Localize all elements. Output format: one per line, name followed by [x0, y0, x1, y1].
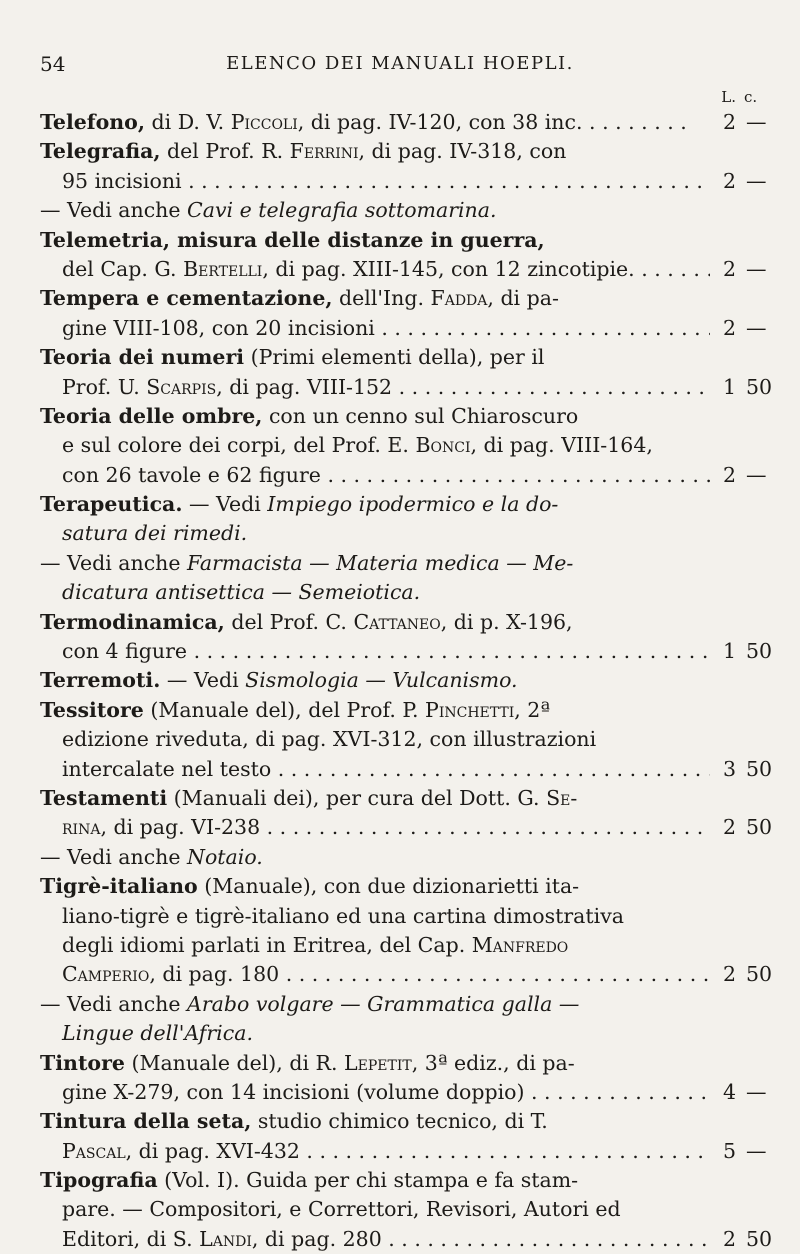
entry-continuation-line [40, 1137, 798, 1166]
entry-detail: — Vedi anche [40, 198, 188, 223]
price [708, 1078, 798, 1107]
entry-detail: 95 incisioni [62, 168, 182, 193]
entry-text [40, 108, 688, 137]
price-lire: 2 [722, 168, 736, 193]
entry-text [62, 904, 624, 928]
entry-first-line [40, 666, 798, 695]
price [708, 461, 798, 490]
price-lire: 4 [722, 1079, 736, 1104]
price-lire: 1 [722, 374, 736, 399]
entry-heading: Teoria dei numeri [40, 345, 245, 370]
entry-first-line [40, 402, 798, 431]
entry-heading: Terremoti. [40, 668, 161, 693]
entry-detail: — Vedi anche [40, 844, 188, 869]
page-header [40, 52, 760, 80]
entry-text [62, 255, 710, 284]
cross-reference: satura dei rimedi. [62, 521, 248, 546]
catalog-entry [40, 284, 798, 343]
cross-reference: Lingue dell'Africa. [62, 1021, 253, 1046]
entry-first-line [40, 549, 798, 578]
cross-reference: Sismologia — Vulcanismo. [245, 668, 518, 693]
entry-text [62, 1021, 253, 1045]
entry-continuation-line [40, 1225, 798, 1254]
entry-continuation-line [40, 255, 798, 284]
author-name: rina [62, 815, 101, 840]
entry-first-line [40, 990, 798, 1019]
author-name: Fadda [430, 286, 488, 311]
entry-continuation-line [40, 373, 798, 402]
entry-heading: Tipografia [40, 1168, 158, 1193]
entry-text [62, 933, 568, 957]
cross-reference: Farmacista — Materia medica — Me- [187, 550, 574, 575]
author-name: Pascal [62, 1138, 126, 1163]
entry-heading: Telefono, [40, 110, 145, 134]
entry-detail: liano-tigrè e tigrè-italiano ed una cartina dimostrativa [62, 903, 624, 928]
price-lire: 2 [722, 1226, 736, 1251]
entry-detail: studio chimico tecnico, di T. [251, 1109, 548, 1134]
centesimi-column-label: c. [744, 88, 758, 106]
entry-detail: gine VIII-108, con 20 incisioni [62, 315, 375, 340]
entry-detail: con 26 tavole e 62 figure [62, 462, 321, 487]
entry-continuation-line [40, 1195, 798, 1224]
entry-heading: Tessitore [40, 697, 144, 722]
entry-continuation-line [40, 960, 798, 989]
entry-continuation-line [40, 167, 798, 196]
entry-first-line [40, 108, 798, 137]
entry-detail: (Primi elementi della), per il [244, 345, 545, 370]
author-name: Bertelli [183, 256, 263, 281]
entry-detail: con un cenno sul Chiaroscuro [262, 403, 579, 428]
price-lire: 3 [722, 756, 736, 781]
page-number: 54 [40, 52, 66, 76]
author-name: Landi [199, 1226, 252, 1251]
price-lire: 5 [722, 1138, 736, 1163]
entry-heading: Telegrafia, [40, 139, 161, 164]
author-name: Ferrini [289, 139, 359, 164]
price [708, 108, 798, 137]
entry-text [40, 845, 263, 869]
entry-text [40, 551, 573, 575]
entry-detail: , di p. X-196, [440, 609, 573, 634]
entry-first-line [40, 696, 798, 725]
entry-continuation-line [40, 755, 798, 784]
entry-text [62, 813, 710, 842]
entry-detail: (Manuale del), del Prof. P. [143, 697, 426, 722]
cross-reference: Arabo volgare — Grammatica galla — [187, 991, 580, 1016]
entry-first-line [40, 196, 798, 225]
price-centesimi: 50 [746, 756, 773, 781]
price [708, 167, 798, 196]
entry-text [62, 167, 710, 196]
entry-text [62, 521, 247, 545]
entry-first-line [40, 843, 798, 872]
entry-first-line [40, 490, 798, 519]
catalog-entry [40, 872, 798, 990]
catalog-entry [40, 1166, 798, 1254]
entry-detail: , di pag. XVI-432 [125, 1138, 300, 1163]
entry-text [40, 1051, 575, 1075]
entry-text [40, 1109, 548, 1133]
price-centesimi: 50 [746, 374, 773, 399]
entry-detail: , di pag. IV-120, con 38 inc. [297, 110, 583, 134]
entry-detail: del Prof. R. [160, 139, 290, 164]
entry-first-line [40, 137, 798, 166]
entry-text [40, 610, 573, 634]
entry-heading: Telemetria, misura delle distanze in guerra, [40, 227, 545, 252]
catalog-entry [40, 608, 798, 667]
entry-detail: — Vedi [160, 668, 246, 693]
catalog-entry [40, 137, 798, 196]
author-name: Pinchetti [425, 697, 515, 722]
entry-detail: gine X-279, con 14 incisioni (volume doppio) [62, 1079, 525, 1104]
price-centesimi: — [746, 110, 767, 134]
catalog-entry [40, 343, 798, 402]
entry-detail: con 4 figure [62, 639, 188, 664]
entry-first-line [40, 784, 798, 813]
price-lire: 2 [722, 815, 736, 840]
entry-continuation-line [40, 578, 798, 607]
lire-column-label: L. [721, 88, 736, 106]
entry-first-line [40, 284, 798, 313]
entry-heading: Tintore [40, 1050, 125, 1075]
entry-detail: Editori, di S. [62, 1226, 200, 1251]
entry-detail: — Vedi anche [40, 991, 188, 1016]
entry-heading: Tintura della seta, [40, 1109, 252, 1134]
catalog-entry [40, 108, 798, 137]
running-title: ELENCO DEI MANUALI HOEPLI. [226, 53, 574, 74]
entry-detail: (Manuale), con due dizionarietti ita- [197, 874, 580, 899]
entry-continuation-line [40, 431, 798, 460]
entry-text [62, 461, 710, 490]
entry-text [62, 1225, 710, 1254]
entry-text [40, 698, 550, 722]
author-name: Scarpis [146, 374, 217, 399]
entry-text [62, 1137, 710, 1166]
entry-text [62, 1078, 710, 1107]
entry-detail: (Manuali dei), per cura del Dott. G. [167, 785, 547, 810]
entry-first-line [40, 1166, 798, 1195]
entry-detail: , 2ª [514, 697, 551, 722]
entry-detail: — Vedi [182, 492, 268, 517]
entry-first-line [40, 1049, 798, 1078]
catalog-entry [40, 549, 798, 608]
price [708, 960, 798, 989]
author-name: Camperio [62, 962, 150, 987]
catalog-entry [40, 784, 798, 843]
entry-text [40, 139, 566, 163]
catalog-entry [40, 666, 798, 695]
price-lire: 1 [722, 639, 736, 664]
entry-text [40, 1168, 578, 1192]
entry-text [40, 404, 578, 428]
entry-text [62, 755, 710, 784]
entry-detail: degli idiomi parlati in Eritrea, del Cap. [62, 932, 472, 957]
entry-detail: , di pag. 280 [251, 1226, 382, 1251]
catalog-entries [40, 108, 798, 1254]
price-lire: 2 [722, 256, 736, 281]
entry-text [40, 345, 544, 369]
author-name: Cattaneo [353, 609, 441, 634]
entry-detail: — Vedi anche [40, 550, 188, 575]
catalog-entry [40, 226, 798, 285]
entry-detail: , di pag. 180 [149, 962, 280, 987]
price [708, 255, 798, 284]
entry-detail: del Cap. G. [62, 256, 184, 281]
entry-detail: , di pag. IV-318, con [358, 139, 567, 164]
cross-reference: Cavi e telegrafia sottomarina. [187, 198, 497, 223]
price-centesimi: 50 [746, 639, 773, 664]
catalog-entry [40, 196, 798, 225]
entry-detail: Prof. U. [62, 374, 147, 399]
entry-detail: , di pag. VI-238 [100, 815, 261, 840]
catalog-entry [40, 843, 798, 872]
entry-continuation-line [40, 725, 798, 754]
entry-text [62, 433, 653, 457]
entry-heading: Teoria delle ombre, [40, 403, 263, 428]
entry-detail: , di pag. XIII-145, con 12 zincotipie. [262, 256, 635, 281]
entry-detail: , 3ª ediz., di pa- [411, 1050, 575, 1075]
price-centesimi: — [746, 1079, 767, 1104]
author-name: Se- [546, 785, 578, 810]
entry-first-line [40, 343, 798, 372]
catalog-entry [40, 990, 798, 1049]
entry-text [62, 1197, 621, 1221]
price [708, 314, 798, 343]
entry-text [62, 637, 710, 666]
price-lire: 2 [722, 462, 736, 487]
entry-text [62, 314, 710, 343]
author-name: Piccoli [230, 110, 298, 134]
cross-reference: Impiego ipodermico e la do- [267, 492, 559, 517]
price-centesimi: — [746, 256, 767, 281]
entry-detail: , di pa- [487, 286, 559, 311]
author-name: Lepetit [344, 1050, 412, 1075]
entry-detail: (Vol. I). Guida per chi stampa e fa stam- [157, 1168, 579, 1193]
catalog-entry [40, 1049, 798, 1108]
entry-detail: edizione riveduta, di pag. XVI-312, con illustrazioni [62, 727, 597, 752]
entry-continuation-line [40, 1019, 798, 1048]
entry-continuation-line [40, 314, 798, 343]
entry-heading: Terapeutica. [40, 492, 183, 517]
price [708, 637, 798, 666]
entry-heading: Termodinamica, [40, 609, 225, 634]
entry-heading: Tigrè-italiano [40, 874, 198, 899]
entry-first-line [40, 226, 798, 255]
price-lire: 2 [722, 110, 736, 134]
entry-continuation-line [40, 931, 798, 960]
price-centesimi: 50 [746, 1226, 773, 1251]
author-name: Manfredo [471, 932, 569, 957]
entry-first-line [40, 608, 798, 637]
entry-detail: intercalate nel testo [62, 756, 272, 781]
entry-detail: (Manuale del), di R. [124, 1050, 345, 1075]
entry-text [40, 286, 559, 310]
entry-detail: di D. V. [144, 110, 231, 134]
price-lire: 2 [722, 315, 736, 340]
entry-detail: dell'Ing. [332, 286, 431, 311]
entry-detail: e sul colore dei corpi, del Prof. E. [62, 433, 416, 458]
price-centesimi: 50 [746, 815, 773, 840]
price-centesimi: — [746, 1138, 767, 1163]
price-centesimi: 50 [746, 962, 773, 987]
entry-text [40, 228, 545, 252]
entry-text [62, 373, 710, 402]
entry-text [40, 786, 577, 810]
entry-continuation-line [40, 519, 798, 548]
entry-detail: del Prof. C. [224, 609, 354, 634]
entry-text [40, 992, 579, 1016]
cross-reference: Notaio. [187, 844, 263, 869]
entry-continuation-line [40, 637, 798, 666]
entry-continuation-line [40, 813, 798, 842]
catalog-entry [40, 1107, 798, 1166]
entry-text [40, 874, 579, 898]
catalog-entry [40, 696, 798, 784]
price-centesimi: — [746, 168, 767, 193]
catalog-entry [40, 402, 798, 490]
price [708, 755, 798, 784]
entry-continuation-line [40, 902, 798, 931]
currency-column-header [708, 88, 798, 106]
price [708, 813, 798, 842]
entry-text [40, 492, 558, 516]
entry-continuation-line [40, 461, 798, 490]
author-name: Bonci [415, 433, 471, 458]
price-centesimi: — [746, 462, 767, 487]
entry-detail: pare. — Compositori, e Correttori, Revisori, Autori ed [62, 1197, 621, 1222]
price-centesimi: — [746, 315, 767, 340]
entry-text [62, 727, 596, 751]
cross-reference: dicatura antisettica — Semeiotica. [62, 580, 421, 605]
entry-continuation-line [40, 1078, 798, 1107]
catalog-entry [40, 490, 798, 549]
entry-heading: Tempera e cementazione, [40, 286, 333, 311]
price [708, 1225, 798, 1254]
price-lire: 2 [722, 962, 736, 987]
entry-first-line [40, 872, 798, 901]
entry-detail: , di pag. VIII-152 [216, 374, 393, 399]
price [708, 373, 798, 402]
entry-text [62, 580, 420, 604]
entry-text [62, 960, 710, 989]
entry-first-line [40, 1107, 798, 1136]
entry-text [40, 198, 497, 222]
entry-heading: Testamenti [40, 785, 168, 810]
entry-text [40, 668, 518, 692]
entry-detail: , di pag. VIII-164, [470, 433, 653, 458]
price [708, 1137, 798, 1166]
